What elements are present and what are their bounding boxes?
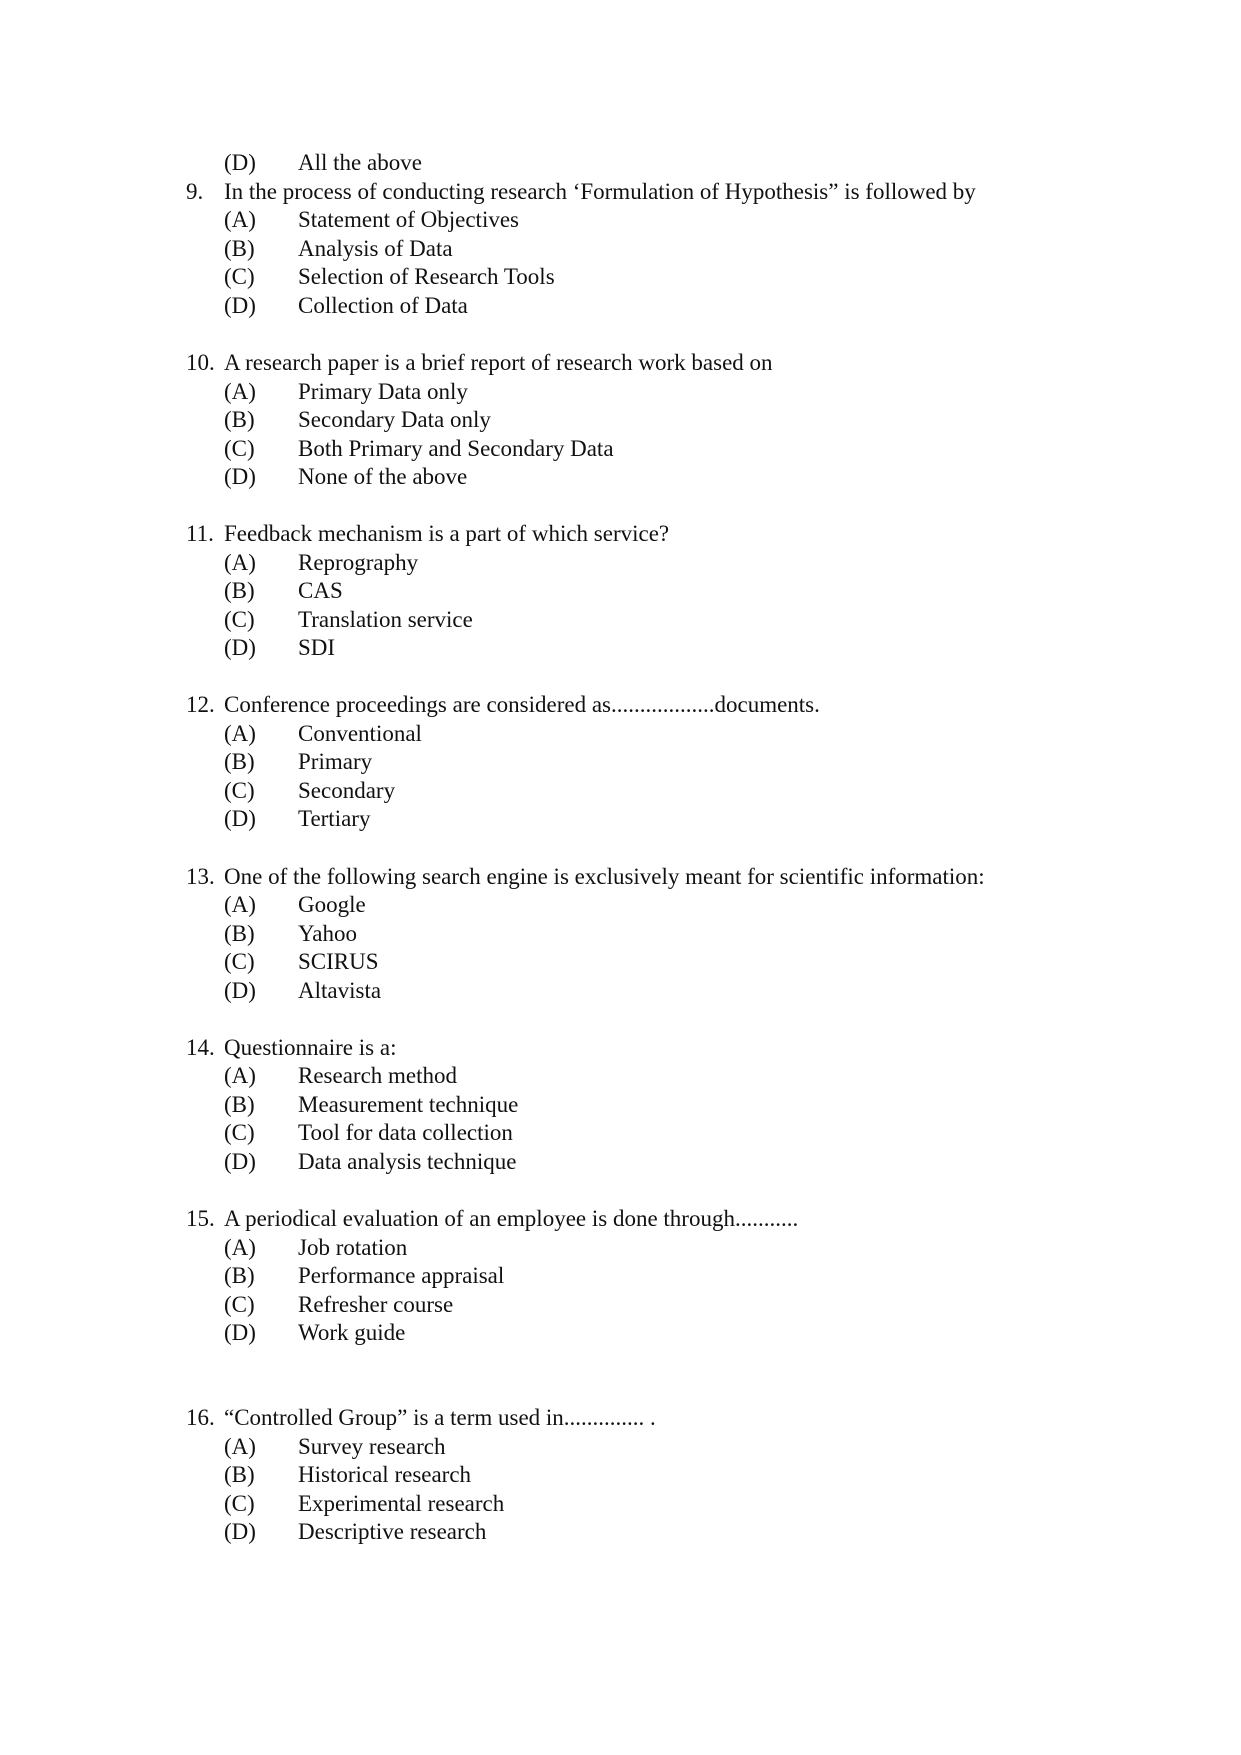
option-letter: (B)	[224, 1263, 255, 1288]
option-letter: (B)	[224, 1092, 255, 1117]
option-text: Primary	[298, 749, 373, 774]
question-number: 14.	[186, 1035, 215, 1060]
option-text: Translation service	[298, 607, 473, 632]
option-letter: (C)	[224, 1292, 255, 1317]
option-letter: (B)	[224, 749, 255, 774]
question-number: 12.	[186, 692, 215, 717]
option-letter: (B)	[224, 578, 255, 603]
option-text: SCIRUS	[298, 949, 379, 974]
question-number: 15.	[186, 1206, 215, 1231]
option-letter: (A)	[224, 207, 256, 232]
option-text: CAS	[298, 578, 343, 603]
question-number: 11.	[186, 521, 214, 546]
question-text: One of the following search engine is exclusively meant for scientific information:	[224, 864, 985, 889]
option-letter: (C)	[224, 1120, 255, 1145]
question-text: Feedback mechanism is a part of which service?	[224, 521, 670, 546]
option-letter: (A)	[224, 1063, 256, 1088]
option-letter: (D)	[224, 150, 256, 175]
option-text: Descriptive research	[298, 1519, 487, 1544]
option-text: Survey research	[298, 1434, 446, 1459]
question-text: Conference proceedings are considered as..................documents.	[224, 692, 820, 717]
option-letter: (A)	[224, 1235, 256, 1260]
option-letter: (D)	[224, 806, 256, 831]
option-text: SDI	[298, 635, 336, 660]
option-text: Google	[298, 892, 366, 917]
option-text: Selection of Research Tools	[298, 264, 555, 289]
option-text: Statement of Objectives	[298, 207, 519, 232]
option-text: Experimental research	[298, 1491, 505, 1516]
option-letter: (D)	[224, 293, 256, 318]
option-text: Tool for data collection	[298, 1120, 513, 1145]
option-letter: (A)	[224, 892, 256, 917]
option-text: Secondary	[298, 778, 396, 803]
option-letter: (C)	[224, 607, 255, 632]
question-text: A research paper is a brief report of research work based on	[224, 350, 773, 375]
option-text: Performance appraisal	[298, 1263, 505, 1288]
option-text: Research method	[298, 1063, 458, 1088]
option-letter: (B)	[224, 407, 255, 432]
option-letter: (A)	[224, 721, 256, 746]
option-text: Measurement technique	[298, 1092, 519, 1117]
option-letter: (B)	[224, 1462, 255, 1487]
option-text: None of the above	[298, 464, 468, 489]
option-text: Refresher course	[298, 1292, 454, 1317]
option-letter: (A)	[224, 379, 256, 404]
option-letter: (A)	[224, 1434, 256, 1459]
option-text: Historical research	[298, 1462, 472, 1487]
option-text: Altavista	[298, 978, 382, 1003]
question-number: 16.	[186, 1405, 215, 1430]
option-letter: (D)	[224, 635, 256, 660]
option-text: Data analysis technique	[298, 1149, 517, 1174]
question-number: 10.	[186, 350, 215, 375]
option-letter: (C)	[224, 264, 255, 289]
option-letter: (D)	[224, 464, 256, 489]
option-letter: (D)	[224, 1149, 256, 1174]
option-text: Secondary Data only	[298, 407, 491, 432]
option-letter: (C)	[224, 778, 255, 803]
question-text: “Controlled Group” is a term used in.............. .	[224, 1405, 656, 1430]
option-text: Tertiary	[298, 806, 371, 831]
question-text: In the process of conducting research ‘Formulation of Hypothesis” is followed by	[224, 179, 976, 204]
option-letter: (D)	[224, 1519, 256, 1544]
option-text: Reprography	[298, 550, 419, 575]
option-text: Work guide	[298, 1320, 406, 1345]
option-text: Collection of Data	[298, 293, 468, 318]
option-text: Both Primary and Secondary Data	[298, 436, 614, 461]
question-text: Questionnaire is a:	[224, 1035, 397, 1060]
option-text: Primary Data only	[298, 379, 468, 404]
question-number: 13.	[186, 864, 215, 889]
option-text: Conventional	[298, 721, 422, 746]
option-text: All the above	[298, 150, 422, 175]
option-text: Job rotation	[298, 1235, 408, 1260]
option-letter: (B)	[224, 921, 255, 946]
option-text: Analysis of Data	[298, 236, 453, 261]
option-letter: (A)	[224, 550, 256, 575]
option-letter: (B)	[224, 236, 255, 261]
option-letter: (D)	[224, 978, 256, 1003]
option-letter: (C)	[224, 436, 255, 461]
question-text: A periodical evaluation of an employee is done through...........	[224, 1206, 799, 1231]
option-text: Yahoo	[298, 921, 358, 946]
option-letter: (C)	[224, 949, 255, 974]
option-letter: (C)	[224, 1491, 255, 1516]
question-number: 9.	[186, 179, 204, 204]
option-letter: (D)	[224, 1320, 256, 1345]
